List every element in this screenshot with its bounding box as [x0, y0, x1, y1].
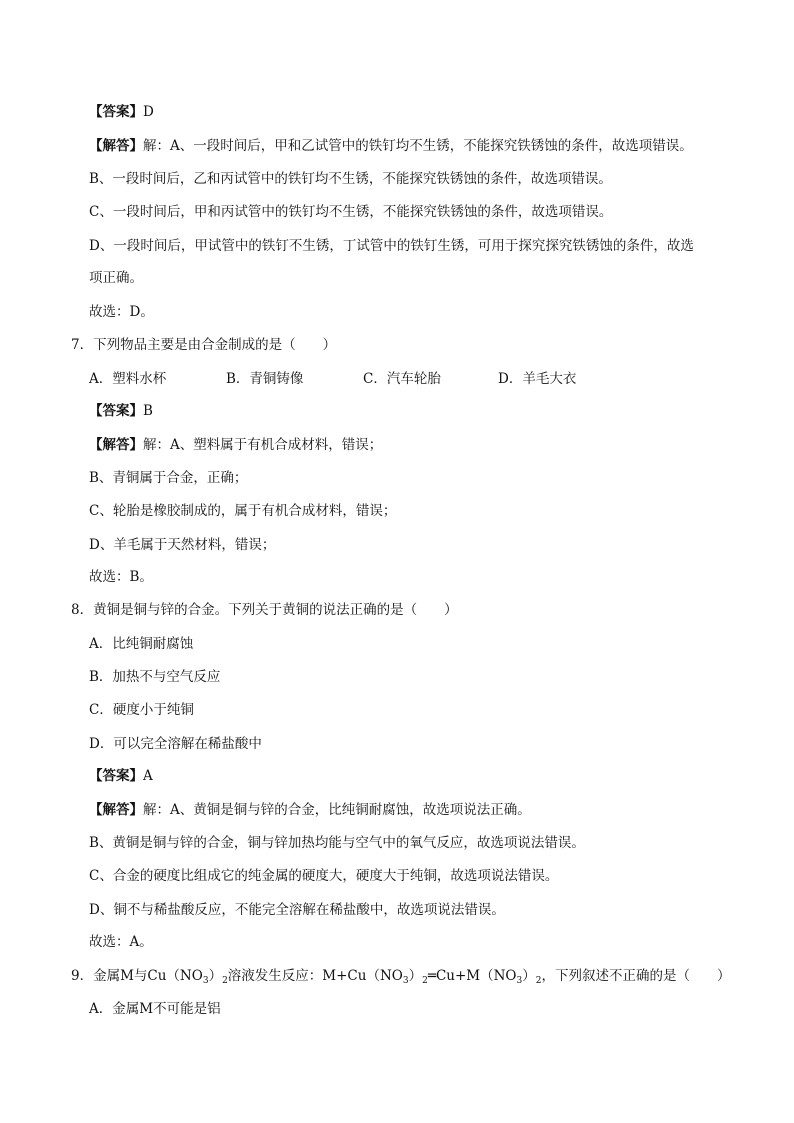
- q6-conclusion: 故选：D。: [89, 304, 154, 320]
- q9-stem-part: ）: [208, 968, 223, 984]
- answer-tag: 【答案】: [89, 104, 143, 120]
- analysis-tag: 【解答】: [89, 138, 143, 154]
- q9-stem-part: ，下列叙述不正确的是（ ）: [541, 968, 731, 984]
- q7-analysis-line-3: C、轮胎是橡胶制成的，属于有机合成材料，错误；: [89, 503, 397, 519]
- q8-option-a: A．比纯铜耐腐蚀: [89, 636, 194, 652]
- answer-value: D: [143, 104, 154, 120]
- q7-analysis-line-1: [89, 435, 382, 455]
- subscript: 3: [516, 976, 523, 986]
- q7-option-a: A．塑料水杯: [89, 371, 167, 387]
- q9-stem-part: ═Cu+M（NO: [427, 968, 517, 984]
- q8-conclusion: 故选：A。: [89, 934, 153, 950]
- q6-analysis-line-4: D、一段时间后，甲试管中的铁钉不生锈，丁试管中的铁钉生锈，可用于探究探究铁锈蚀的条件，故选: [89, 238, 694, 254]
- q9-stem-part: 9．金属M与Cu（NO: [71, 968, 203, 984]
- q9-stem-part: ）: [408, 968, 423, 984]
- answer-value: A: [143, 768, 153, 784]
- q6-analysis-line-2: B、一段时间后，乙和丙试管中的铁钉均不生锈，不能探究铁锈蚀的条件，故选项错误。: [89, 171, 612, 187]
- q7-option-b: B．青铜铸像: [226, 371, 304, 387]
- analysis-text: 解：A、黄铜是铜与锌的合金，比纯铜耐腐蚀，故选项说法正确。: [143, 802, 531, 818]
- q9-stem-part: 溶液发生反应：M+Cu（NO: [227, 968, 403, 984]
- q6-analysis-line-5: 项正确。: [89, 270, 143, 286]
- subscript: 2: [222, 976, 228, 986]
- q8-answer: [89, 766, 153, 786]
- answer-value: B: [143, 403, 153, 419]
- answer-tag: 【答案】: [89, 403, 143, 419]
- q7-analysis-line-4: D、羊毛属于天然材料，错误；: [89, 537, 276, 553]
- analysis-text: 解：A、一段时间后，甲和乙试管中的铁钉均不生锈，不能探究铁锈蚀的条件，故选项错误。: [143, 138, 693, 154]
- q6-answer: [89, 102, 154, 122]
- q8-option-c: C．硬度小于纯铜: [89, 702, 194, 718]
- q9-option-a: A．金属M不可能是铝: [89, 1001, 221, 1017]
- q8-analysis-line-2: B、黄铜是铜与锌的合金，铜与锌加热均能与空气中的氧气反应，故选项说法错误。: [89, 835, 585, 851]
- analysis-tag: 【解答】: [89, 437, 143, 453]
- q8-analysis-line-3: C、合金的硬度比组成它的纯金属的硬度大，硬度大于纯铜，故选项说法错误。: [89, 868, 559, 884]
- q6-analysis-line-1: [89, 136, 693, 156]
- q7-answer: [89, 401, 153, 421]
- answer-tag: 【答案】: [89, 768, 143, 784]
- q8-analysis-line-4: D、铜不与稀盐酸反应，不能完全溶解在稀盐酸中，故选项说法错误。: [89, 902, 505, 918]
- q9-stem-part: ）: [522, 968, 536, 984]
- q6-analysis-line-3: C、一段时间后，甲和丙试管中的铁钉均不生锈，不能探究铁锈蚀的条件，故选项错误。: [89, 204, 613, 220]
- q7-analysis-line-2: B、青铜属于合金，正确；: [89, 470, 248, 486]
- subscript: 3: [402, 976, 409, 986]
- q9-stem: [71, 966, 730, 986]
- subscript: 3: [202, 976, 209, 986]
- q7-conclusion: 故选：B。: [89, 569, 153, 585]
- subscript: 2: [535, 976, 542, 986]
- q8-option-b: B．加热不与空气反应: [89, 669, 221, 685]
- q8-stem: 8．黄铜是铜与锌的合金。下列关于黄铜的说法正确的是（ ）: [71, 602, 458, 618]
- q8-analysis-line-1: [89, 800, 531, 820]
- analysis-tag: 【解答】: [89, 802, 143, 818]
- q7-stem: 7．下列物品主要是由合金制成的是（ ）: [71, 337, 337, 353]
- subscript: 2: [422, 976, 428, 986]
- analysis-text: 解：A、塑料属于有机合成材料，错误；: [143, 437, 383, 453]
- q8-option-d: D．可以完全溶解在稀盐酸中: [89, 736, 262, 752]
- q7-option-c: C．汽车轮胎: [363, 371, 441, 387]
- q7-option-d: D．羊毛大衣: [498, 371, 577, 387]
